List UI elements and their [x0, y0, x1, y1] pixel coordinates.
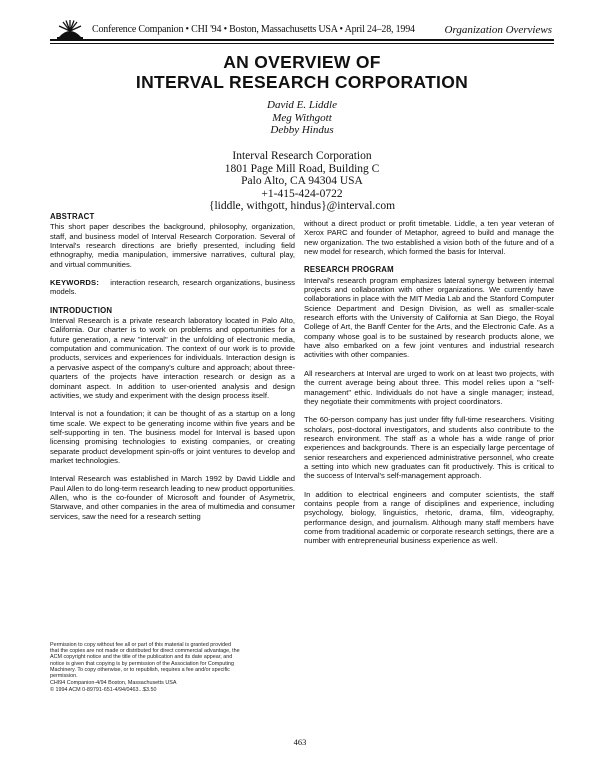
author: Meg Withgott	[272, 111, 332, 124]
permission-text: Permission to copy without fee all or part of this material is granted provided that the copies are not made or distributed for direct commercial advantage, the ACM copyright notice and the title of the publication and its date appear, and notice is given that copying is by permission of the Association for Computing Machinery. To copy otherwise, or to republish, requires a fee and/or specific permission.	[50, 642, 240, 680]
conference-line: CHI94 Companion-4/94 Boston, Massachusetts USA	[50, 680, 177, 687]
copyright-line: © 1994 ACM 0-89791-651-4/94/0463...$3.50	[50, 687, 157, 694]
research-paragraph: All researchers at Interval are urged to work on at least two projects, with the current average being about three. This model relies upon a "self-management" ethic. Individuals do not have a single manager; instead, they negotiate their commitments with project coordinators.	[304, 368, 554, 406]
running-head: Conference Companion • CHI '94 • Boston, Massachusetts USA • April 24–28, 1994	[92, 24, 415, 35]
author: Debby Hindus	[270, 124, 334, 136]
affiliation	[50, 150, 554, 213]
author: David E. Liddle	[267, 99, 337, 111]
introduction-paragraph: Interval Research is a private research laboratory located in Palo Alto, California. Our charter is to work on problems and opportunities for a future generation, a new "interval" in the unfolding of electronic media, computation and communication. The context of our work is to provide products, services and experiences for individuals. Interaction design is a pervasive aspect of the company's culture and approach; about three-quarters of the projects have interaction research or design as a dominant aspect. In addition to user-oriented analysis and design activities, we study and experiment with the design process itself.	[50, 316, 295, 400]
introduction-paragraph: Interval is not a foundation; it can be thought of as a startup on a long time scale. We expect to be generating income within five years and be self-supporting in ten. The business model for Interval is based upon licensing promising technologies to existing companies, or creating separate product development spin-offs or joint ventures to develop and market technologies.	[50, 409, 295, 465]
title-line-1: AN OVERVIEW OF	[223, 52, 381, 72]
section-label: Organization Overviews	[444, 24, 552, 36]
keywords-label: KEYWORDS:	[50, 278, 100, 288]
research-paragraph: The 60-person company has just under fifty full-time researchers. Visiting scholars, post-doctoral investigators, and students also contribute to the research environment. The staff as a whole has a wide range of prior experiences and backgrounds. There is an especially large percentage of senior researchers and experienced administrative personnel, who create a setting into which new graduates can fit productively. This is critical to the success of Interval's self-management approach.	[304, 415, 554, 481]
introduction-heading: INTRODUCTION	[50, 305, 113, 315]
research-paragraph: In addition to electrical engineers and computer scientists, the staff contains people from a range of disciplines and experience, including psychology, biology, linguistics, rhetoric, drama, film, videography, performance design, and journalism. Although many staff members have come from traditional academic or corporate research settings, there are a number with entrepreneurial business experience as well.	[304, 489, 554, 546]
keywords-text: interaction research, research organizations, business models.	[50, 278, 295, 297]
affiliation-phone: +1-415-424-0722	[261, 187, 343, 200]
affiliation-email: {liddle, withgott, hindus}@interval.com	[208, 200, 396, 212]
header-rule	[50, 39, 554, 41]
paper-title	[50, 52, 554, 92]
abstract-text: This short paper describes the background, philosophy, organization, staff, and business model of Interval Research Corporation. Several of Interval's research directions are briefly presented, including field ethnography, media manipulation, immersive narratives, cultural play, and virtual communities.	[50, 222, 295, 269]
page-number: 463	[293, 737, 307, 747]
affiliation-street: 1801 Page Mill Road, Building C	[224, 162, 380, 175]
affiliation-org: Interval Research Corporation	[232, 150, 372, 162]
header-rule-thin	[50, 43, 554, 44]
research-program-heading: RESEARCH PROGRAM	[304, 265, 394, 275]
introduction-paragraph: Interval Research was established in March 1992 by David Liddle and Paul Allen to do long-term research leading to new product opportunities. Allen, who is the co-founder of Microsoft and founder of Asymetrix, Starwave, and other companies in the area of multimedia and consumer services, saw the need for a research setting	[50, 474, 295, 521]
research-paragraph: Interval's research program emphasizes lateral synergy between internal projects and collaboration with other organizations. We currently have collaborations in place with the MIT Media Lab and the Stanford Computer Science Department and Design Division, as well as smaller-scale research efforts with the University of California at San Diego, the Royal College of Art, the Banff Center for the Arts, and the Electronic Cafe. As a company whose goal is to be sustained by research products alone, we have also embarked on a few joint ventures and industrial research activities with other companies.	[304, 275, 554, 360]
title-line-2: INTERVAL RESEARCH CORPORATION	[135, 72, 469, 92]
chi-sunburst-logo-icon	[57, 19, 83, 39]
continuation-paragraph: without a direct product or profit timetable. Liddle, a ten year veteran of Xerox PARC and founder of Metaphor, agreed to build and manage the new organization. The two established a vision both of the future and of a new model for research, which formed the basis for Interval.	[304, 219, 554, 257]
permission-notice	[50, 642, 240, 695]
left-column	[50, 212, 295, 530]
keywords	[50, 278, 295, 297]
right-column	[304, 219, 554, 555]
affiliation-city: Palo Alto, CA 94304 USA	[241, 175, 363, 187]
author-list	[50, 99, 554, 137]
abstract-heading: ABSTRACT	[50, 212, 95, 221]
